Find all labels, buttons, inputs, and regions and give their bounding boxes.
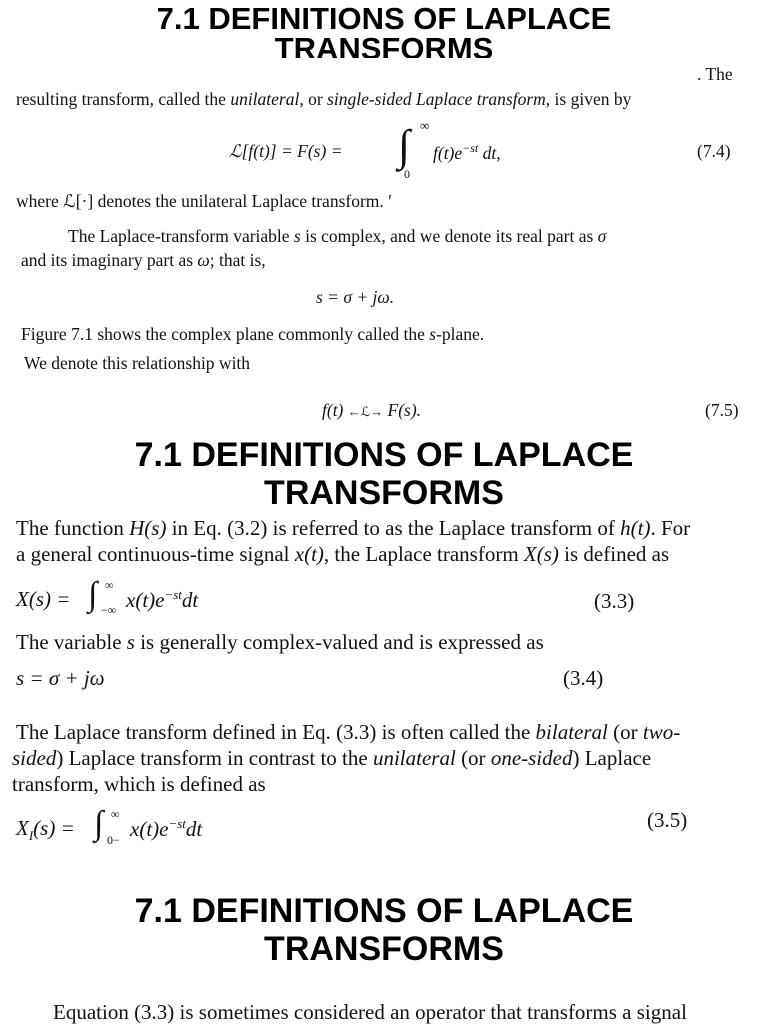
equation-number-3-5: (3.5) (647, 808, 688, 832)
slide1-imaginary-line (21, 250, 266, 271)
integral-sign: ∫ (398, 121, 411, 170)
symbol-h: h(t) (620, 516, 651, 540)
term-single-sided: single-sided Laplace transform (327, 89, 546, 109)
term-two: two- (642, 720, 681, 744)
slide1-heading-line1: 7.1 DEFINITIONS OF LAPLACE (156, 1, 612, 36)
integral-upper-limit: ∞ (420, 118, 430, 133)
equation-number-7-5: (7.5) (705, 400, 739, 420)
equation-7-5 (322, 400, 421, 421)
text-span: and its imaginary part as (21, 250, 198, 270)
symbol-sigma: σ (597, 226, 607, 246)
text-span: in Eq. (3.2) is referred to as the Laplace transform of (166, 516, 621, 540)
text-span: The variable (16, 630, 127, 654)
eq-exponent: −st (168, 816, 186, 831)
symbol-s: s (293, 226, 301, 246)
equation-number-3-3: (3.3) (594, 589, 635, 613)
symbol-omega: ω (197, 250, 210, 270)
term-unilateral: unilateral (372, 746, 456, 770)
integral-lower-limit: 0 (404, 167, 410, 181)
text-span: is defined as (558, 542, 670, 566)
text-span: ) Laplace (572, 746, 652, 770)
slide1-line-resulting (16, 89, 631, 110)
pair-arrow: ←ℒ→ (347, 404, 384, 419)
slide2-heading-line2: TRANSFORMS (264, 474, 504, 512)
eq-X: X (16, 816, 29, 840)
slide1-heading-line2: TRANSFORMS (274, 31, 494, 58)
slide2-para2-line3: transform, which is defined as (12, 772, 266, 796)
equation-number-7-4: (7.4) (697, 141, 731, 161)
text-span: The function (16, 516, 130, 540)
eq33-lhs: X(s) = (16, 587, 71, 611)
slide2-para2-line2 (12, 746, 651, 771)
eq35-lower-limit: 0− (107, 833, 120, 847)
eq33-integral-sign: ∫ (88, 576, 98, 613)
eq-body: f(t)e (433, 142, 463, 163)
eq35-integral-sign: ∫ (94, 805, 104, 842)
eq-body: x(t)e (126, 588, 165, 612)
slide3-heading-line2: TRANSFORMS (264, 930, 504, 968)
term-one-sided: one-sided (490, 746, 573, 770)
text-span: , or (299, 89, 328, 109)
eq33-upper-limit: ∞ (105, 578, 114, 592)
text-span: The Laplace transform defined in Eq. (3.3) is often called the (16, 720, 536, 744)
text-span: . For (650, 516, 691, 540)
text-span: resulting transform, called the (16, 89, 231, 109)
eq-exponent: −st (164, 587, 182, 602)
eq-subscript: I (28, 828, 34, 844)
slide1-figure-line (21, 324, 484, 345)
text-span: is complex, and we denote its real part as (300, 226, 598, 246)
eq34: s = σ + jω (16, 666, 105, 690)
text-span: The Laplace-transform variable (68, 226, 294, 246)
eq-body: x(t)e (130, 817, 169, 841)
slide2-para2-line1 (16, 720, 680, 745)
eq33-lower-limit: −∞ (101, 603, 117, 617)
text-span: a general continuous-time signal (16, 542, 295, 566)
slide3-para1: Equation (3.3) is sometimes considered an operator that transforms a signal (53, 1000, 687, 1024)
eq-exponent: −st (462, 141, 479, 155)
symbol-H: H(s) (129, 516, 167, 540)
eq35-integrand (130, 816, 202, 842)
eq-dt: dt (185, 817, 203, 841)
text-span: ; that is, (209, 250, 266, 270)
slide1-variable-line (68, 226, 606, 247)
text-span: , the Laplace transform (323, 542, 524, 566)
slide1-s-equation: s = σ + jω. (316, 287, 395, 307)
eq33-integrand (126, 587, 198, 613)
term-bilateral: bilateral (535, 720, 608, 744)
equation-7-4 (229, 141, 343, 162)
slide1-denote-line: We denote this relationship with (24, 353, 251, 373)
text-span: ) Laplace transform in contrast to the (56, 746, 373, 770)
slide1-fragment-the: . The (697, 64, 733, 84)
symbol-X: X(s) (523, 542, 559, 566)
pair-right: F(s). (383, 400, 422, 420)
term-unilateral: unilateral (230, 89, 300, 109)
slide2-variable-line (16, 630, 544, 655)
eq-lhs-rest: (s) = (33, 816, 75, 840)
equation-number-3-4: (3.4) (563, 666, 604, 690)
slide2-para1-line2 (16, 542, 669, 567)
eq-lhs: ℒ[f(t)] = F(s) = (229, 141, 343, 161)
slide2-para1-line1 (16, 516, 690, 541)
slide2-heading-line1: 7.1 DEFINITIONS OF LAPLACE (134, 436, 634, 474)
eq35-lhs (16, 816, 75, 844)
eq-integrand (433, 141, 501, 164)
text-span: is generally complex-valued and is expressed as (134, 630, 544, 654)
slide1-where-line: where ℒ[·] denotes the unilateral Laplace transform. ′ (16, 191, 392, 211)
text-span: Figure 7.1 shows the complex plane commonly called the (21, 324, 430, 344)
eq35-upper-limit: ∞ (111, 807, 120, 821)
eq-dt: dt (181, 588, 199, 612)
slide3-heading-line1: 7.1 DEFINITIONS OF LAPLACE (134, 892, 634, 930)
text-span: -plane. (436, 324, 485, 344)
text-span: (or (607, 720, 643, 744)
symbol-x: x(t) (294, 542, 324, 566)
eq-dt: dt, (478, 142, 501, 163)
symbol-s: s (429, 324, 437, 344)
slide1-heading-clip (0, 0, 768, 58)
text-span: , is given by (545, 89, 632, 109)
text-span: (or (455, 746, 491, 770)
term-sided: sided (12, 746, 57, 770)
pair-left: f(t) (322, 400, 348, 420)
symbol-s: s (126, 630, 135, 654)
